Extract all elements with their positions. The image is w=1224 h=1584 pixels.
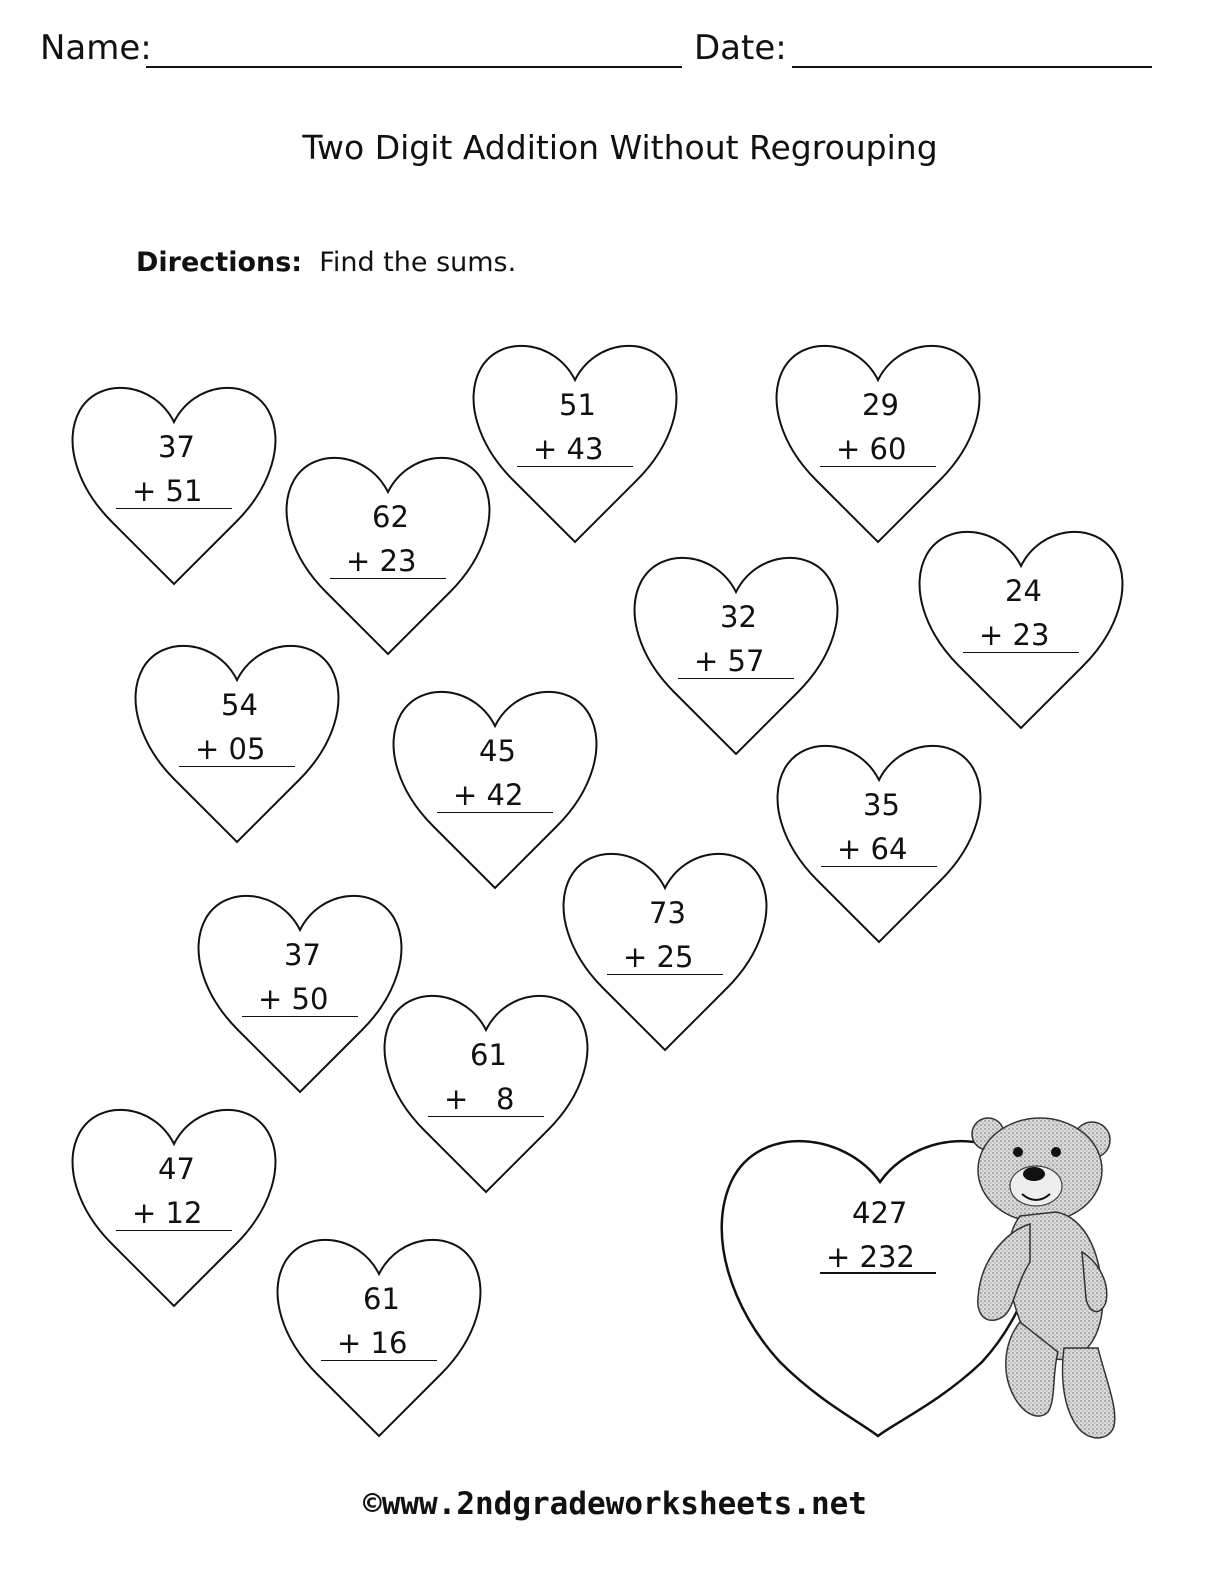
addend-top: 32 <box>720 600 757 634</box>
answer-line[interactable] <box>179 766 295 767</box>
addend-bottom: + 42 <box>453 778 524 812</box>
bonus-answer-line <box>820 1272 936 1274</box>
answer-line[interactable] <box>428 1116 544 1117</box>
footer-copyright: ©www.2ndgradeworksheets.net <box>363 1486 867 1522</box>
answer-line[interactable] <box>116 508 232 509</box>
answer-line[interactable] <box>437 812 553 813</box>
addend-bottom: + 05 <box>195 732 266 766</box>
answer-line[interactable] <box>321 1360 437 1361</box>
heart-problem-10 <box>563 842 767 1050</box>
directions-label: Directions: <box>136 247 303 278</box>
addend-top: 54 <box>221 688 258 722</box>
addend-top: 24 <box>1005 574 1042 608</box>
heart-problem-4 <box>776 334 980 542</box>
date-label: Date: <box>694 28 787 68</box>
answer-line[interactable] <box>821 866 937 867</box>
addend-top: 47 <box>158 1152 195 1186</box>
heart-problem-5 <box>634 546 838 754</box>
addend-bottom: + 60 <box>836 432 907 466</box>
addend-top: 61 <box>470 1038 507 1072</box>
addend-bottom: + 16 <box>337 1326 408 1360</box>
bear-icon <box>960 1112 1120 1446</box>
directions <box>136 246 516 280</box>
addend-top: 37 <box>284 938 321 972</box>
addend-bottom: + 43 <box>533 432 604 466</box>
answer-line[interactable] <box>820 466 936 467</box>
heart-problem-6 <box>919 520 1123 728</box>
addend-bottom: + 64 <box>837 832 908 866</box>
bonus-bottom-number: + 232 <box>826 1240 915 1274</box>
heart-problem-11 <box>198 884 402 1092</box>
heart-problem-14 <box>277 1228 481 1436</box>
answer-line[interactable] <box>330 578 446 579</box>
name-label: Name: <box>40 28 152 68</box>
addend-bottom: + 25 <box>623 940 694 974</box>
addend-top: 51 <box>559 388 596 422</box>
answer-line[interactable] <box>116 1230 232 1231</box>
answer-line[interactable] <box>607 974 723 975</box>
addend-bottom: + 51 <box>132 474 203 508</box>
answer-line[interactable] <box>678 678 794 679</box>
addend-top: 29 <box>862 388 899 422</box>
directions-text: Find the sums. <box>319 247 517 278</box>
heart-problem-13 <box>72 1098 276 1306</box>
heart-problem-12 <box>384 984 588 1192</box>
heart-problem-3 <box>473 334 677 542</box>
teddy-bear-illustration <box>960 1112 1120 1446</box>
worksheet-title: Two Digit Addition Without Regrouping <box>302 128 938 167</box>
heart-problem-9 <box>777 734 981 942</box>
addend-bottom: + 23 <box>979 618 1050 652</box>
answer-line[interactable] <box>517 466 633 467</box>
addend-bottom: + 23 <box>346 544 417 578</box>
addend-bottom: + 50 <box>258 982 329 1016</box>
heart-problem-2 <box>286 446 490 654</box>
addend-top: 61 <box>363 1282 400 1316</box>
answer-line[interactable] <box>242 1016 358 1017</box>
addend-top: 62 <box>372 500 409 534</box>
addend-bottom: + 12 <box>132 1196 203 1230</box>
heart-problem-1 <box>72 376 276 584</box>
bonus-top-number: 427 <box>852 1196 908 1230</box>
addend-top: 35 <box>863 788 900 822</box>
heart-problem-7 <box>135 634 339 842</box>
date-blank-line[interactable] <box>792 66 1152 68</box>
answer-line[interactable] <box>963 652 1079 653</box>
addend-top: 73 <box>649 896 686 930</box>
name-blank-line[interactable] <box>146 66 682 68</box>
addend-top: 45 <box>479 734 516 768</box>
addend-bottom: + 57 <box>694 644 765 678</box>
addend-bottom: + 8 <box>444 1082 515 1116</box>
addend-top: 37 <box>158 430 195 464</box>
